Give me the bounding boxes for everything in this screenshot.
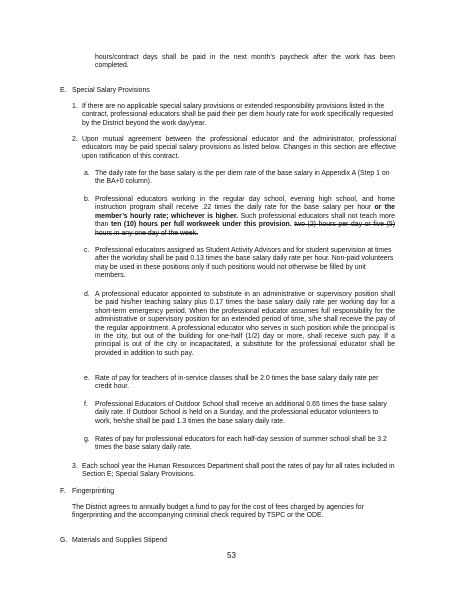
- item-a-text: The daily rate for the base salary is the per diem rate of the base salary in Appendix A (Step 1 on the BA+0 column).: [95, 170, 390, 186]
- item-f-text: Professional Educators of Outdoor School shall receive an additional 0.65 times the base salary daily rate. If Outdoor School is held on a Sunday, and the professional educator volunteers to work, he/she shall be paid 1.3 times the base salary daily rate.: [95, 401, 387, 425]
- item-b-paragraph: [95, 196, 395, 238]
- item-g-text: Rates of pay for professional educators for each half-day session of summer school shall be 3.2 times the base salary daily rate.: [95, 436, 387, 452]
- item-g-letter: g.: [84, 436, 90, 443]
- section-e-letter: E.: [60, 87, 67, 94]
- item-b-text-2: Such professional educators shall not teach more than: [95, 212, 395, 229]
- item-e-letter: e.: [84, 375, 90, 382]
- section-g-letter: G.: [60, 537, 68, 544]
- item-b-bold-1: or the member’s hourly rate; whichever is higher.: [95, 204, 395, 220]
- item-3-text: Each school year the Human Resources Department shall post the rates of pay for all rates included in Section E; Special Salary Provisions.: [82, 463, 395, 479]
- item-2-number: 2.: [72, 136, 78, 143]
- item-f-letter: f.: [84, 401, 88, 408]
- item-3-number: 3.: [72, 463, 78, 470]
- item-1-number: 1.: [72, 103, 78, 110]
- item-d-text: A professional educator appointed to substitute in an administrative or supervisory position shall be paid his/her teaching salary plus 0.17 times the base salary daily rate per working day for a short-term emergency period. When the professional educator assumes full responsibility for the administrative or supervisory position for an extended period of time, s/he shall receive the pay of the regular appointment. A professional educator who serves in such position while the principal is in the city, but out of the building for one-half (1/2) day or more, shall receive such pay. If a principal is out of the city or incapacitated, a substitute for the professional educator shall be provided in addition to such pay.: [95, 291, 395, 357]
- item-c-text: Professional educators assigned as Student Activity Advisors and for student supervision at times after the workday shall be paid 0.13 times the base salary daily rate per hour. Non-paid volunteers may be used in these positions only if such positions would not otherwise be filled by unit members.: [95, 247, 394, 280]
- intro-paragraph: hours/contract days shall be paid in the next month’s paycheck after the work has been completed.: [95, 54, 395, 70]
- section-f-text: The District agrees to annually budget a fund to pay for the cost of fees charged by agencies for fingerprinting and the accompanying criminal check required by TSPC or the ODE.: [72, 504, 364, 520]
- section-f-title: Fingerprinting: [72, 488, 115, 495]
- item-b-letter: b.: [84, 196, 90, 203]
- item-b-text-1: Professional educators working in the regular day school, evening high school, and home instruction program shall receive .22 times the daily rate for the base salary per hour: [95, 196, 395, 212]
- item-a-letter: a.: [84, 170, 90, 177]
- item-d-letter: d.: [84, 291, 90, 298]
- item-b-struck-text: two (2) hours per day or five (5) hours in any one day of the week.: [95, 221, 396, 237]
- page-number: 53: [227, 551, 236, 560]
- item-c-letter: c.: [84, 247, 90, 254]
- item-e-text: Rate of pay for teachers of in-service classes shall be 2.0 times the base salary daily rate per credit hour.: [95, 375, 379, 391]
- item-1-text: If there are no applicable special salary provisions or extended responsibility provisions listed in the contract, professional educators shall be paid their per diem hourly rate for work specifically requested by the District beyond the work day/year.: [82, 103, 394, 127]
- section-f-letter: F.: [60, 488, 66, 495]
- section-e-title: Special Salary Provisions: [72, 87, 150, 94]
- item-2-text: Upon mutual agreement between the professional educator and the administrator, professional educators may be paid special salary provisions as listed below. Changes in this section are effective upon ratification of this contract.: [82, 136, 396, 160]
- section-g-title: Materials and Supplies Stipend: [72, 537, 167, 544]
- item-b-bold-2: ten (10) hours per full workweek under this provision.: [111, 221, 292, 229]
